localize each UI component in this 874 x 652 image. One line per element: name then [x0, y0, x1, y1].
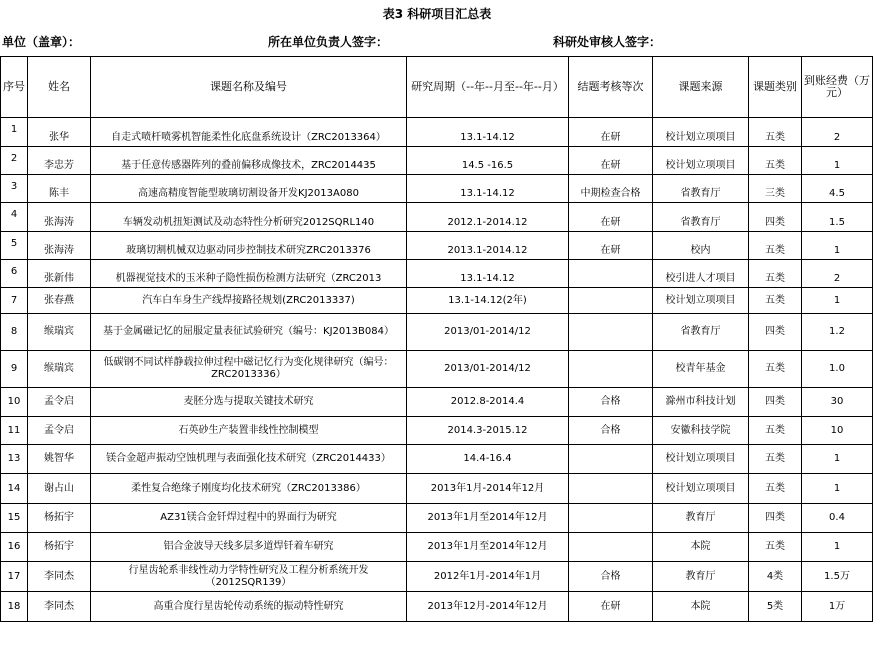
cell-title: 基于任意传感器阵列的叠前偏移成像技术，ZRC2014435	[91, 147, 407, 175]
cell-category: 四类	[749, 388, 802, 417]
cell-title: 机器视觉技术的玉米种子隐性损伤检测方法研究（ZRC2013	[91, 260, 407, 288]
cell-no: 18	[1, 592, 28, 622]
cell-result: 在研	[569, 232, 653, 260]
cell-name: 孟令启	[28, 417, 91, 445]
table-row	[1, 417, 873, 445]
cell-category: 五类	[749, 474, 802, 504]
cell-period: 13.1-14.12(2年)	[407, 288, 569, 314]
cell-category: 五类	[749, 445, 802, 474]
cell-no: 7	[1, 288, 28, 314]
column-header-category: 课题类别	[749, 57, 802, 118]
cell-result	[569, 533, 653, 562]
cell-title: 汽车白车身生产线焊接路径规划(ZRC2013337)	[91, 288, 407, 314]
cell-name: 张华	[28, 118, 91, 147]
cell-category: 五类	[749, 533, 802, 562]
table-row	[1, 260, 873, 288]
cell-source: 教育厅	[653, 504, 749, 533]
cell-title: 麦胚分选与提取关键技术研究	[91, 388, 407, 417]
cell-period: 2013年12月-2014年12月	[407, 592, 569, 622]
cell-title: 车辆发动机扭矩测试及动态特性分析研究2012SQRL140	[91, 203, 407, 232]
cell-period: 2013年1月至2014年12月	[407, 504, 569, 533]
table-header-row	[1, 57, 873, 118]
table-body	[1, 118, 873, 622]
cell-category: 五类	[749, 260, 802, 288]
cell-name: 李同杰	[28, 562, 91, 592]
cell-period: 2014.3-2015.12	[407, 417, 569, 445]
cell-source: 校青年基金	[653, 351, 749, 388]
cell-result: 在研	[569, 147, 653, 175]
column-header-result: 结题考核等次	[569, 57, 653, 118]
cell-source: 安徽科技学院	[653, 417, 749, 445]
cell-no: 14	[1, 474, 28, 504]
cell-result	[569, 260, 653, 288]
cell-name: 陈丰	[28, 175, 91, 203]
column-header-no: 序号	[1, 57, 28, 118]
table-row	[1, 504, 873, 533]
table-row	[1, 533, 873, 562]
cell-title: 低碳钢不同试样静载拉伸过程中磁记忆行为变化规律研究（编号：ZRC2013336）	[91, 351, 407, 388]
cell-category: 四类	[749, 203, 802, 232]
cell-funding: 1	[802, 533, 873, 562]
cell-no: 17	[1, 562, 28, 592]
cell-title: 基于金属磁记忆的屈服定量表征试验研究（编号：KJ2013B084）	[91, 314, 407, 351]
cell-category: 四类	[749, 314, 802, 351]
cell-funding: 1万	[802, 592, 873, 622]
cell-result	[569, 314, 653, 351]
cell-source: 校计划立项项目	[653, 147, 749, 175]
cell-title: 高速高精度智能型玻璃切割设备开发KJ2013A080	[91, 175, 407, 203]
cell-category: 4类	[749, 562, 802, 592]
cell-source: 省教育厅	[653, 203, 749, 232]
cell-source: 本院	[653, 533, 749, 562]
cell-name: 杨拓宇	[28, 533, 91, 562]
cell-source: 校计划立项项目	[653, 445, 749, 474]
column-header-title: 课题名称及编号	[91, 57, 407, 118]
cell-category: 四类	[749, 504, 802, 533]
cell-name: 张春燕	[28, 288, 91, 314]
cell-funding: 1.0	[802, 351, 873, 388]
cell-title: 柔性复合绝缘子刚度均化技术研究（ZRC2013386）	[91, 474, 407, 504]
table-row	[1, 288, 873, 314]
cell-period: 2013年1月至2014年12月	[407, 533, 569, 562]
cell-no: 5	[1, 232, 28, 260]
table-row	[1, 232, 873, 260]
cell-title: 石英砂生产装置非线性控制模型	[91, 417, 407, 445]
research-projects-table	[0, 56, 873, 622]
cell-result: 在研	[569, 118, 653, 147]
cell-period: 2012.1-2014.12	[407, 203, 569, 232]
cell-title: 玻璃切割机械双边驱动同步控制技术研究ZRC2013376	[91, 232, 407, 260]
cell-title: 行星齿轮系非线性动力学特性研究及工程分析系统开发（2012SQR139）	[91, 562, 407, 592]
cell-period: 13.1-14.12	[407, 175, 569, 203]
cell-source: 滁州市科技计划	[653, 388, 749, 417]
cell-funding: 2	[802, 260, 873, 288]
cell-name: 缑瑞宾	[28, 351, 91, 388]
cell-no: 8	[1, 314, 28, 351]
cell-source: 校引进人才项目	[653, 260, 749, 288]
cell-category: 五类	[749, 417, 802, 445]
cell-period: 13.1-14.12	[407, 260, 569, 288]
cell-funding: 30	[802, 388, 873, 417]
cell-funding: 1.5	[802, 203, 873, 232]
cell-category: 五类	[749, 288, 802, 314]
table-row	[1, 203, 873, 232]
cell-category: 五类	[749, 118, 802, 147]
cell-name: 张海涛	[28, 203, 91, 232]
cell-funding: 1.5万	[802, 562, 873, 592]
table-row	[1, 592, 873, 622]
cell-result: 合格	[569, 562, 653, 592]
cell-period: 13.1-14.12	[407, 118, 569, 147]
cell-period: 2013.1-2014.12	[407, 232, 569, 260]
cell-source: 校计划立项项目	[653, 288, 749, 314]
cell-funding: 4.5	[802, 175, 873, 203]
cell-category: 五类	[749, 351, 802, 388]
cell-period: 14.5 -16.5	[407, 147, 569, 175]
cell-no: 2	[1, 147, 28, 175]
cell-category: 五类	[749, 147, 802, 175]
cell-result: 合格	[569, 388, 653, 417]
cell-name: 谢占山	[28, 474, 91, 504]
cell-period: 2013/01-2014/12	[407, 351, 569, 388]
column-header-source: 课题来源	[653, 57, 749, 118]
cell-no: 15	[1, 504, 28, 533]
cell-source: 校内	[653, 232, 749, 260]
cell-period: 2012.8-2014.4	[407, 388, 569, 417]
table-row	[1, 351, 873, 388]
cell-funding: 0.4	[802, 504, 873, 533]
cell-no: 9	[1, 351, 28, 388]
cell-period: 14.4-16.4	[407, 445, 569, 474]
cell-no: 16	[1, 533, 28, 562]
table-row	[1, 388, 873, 417]
cell-source: 校计划立项项目	[653, 118, 749, 147]
cell-title: AZ31镁合金钎焊过程中的界面行为研究	[91, 504, 407, 533]
cell-result: 中期检查合格	[569, 175, 653, 203]
cell-source: 教育厅	[653, 562, 749, 592]
cell-result: 合格	[569, 417, 653, 445]
research-office-signature-label: 科研处审核人签字：	[553, 35, 662, 49]
column-header-funding: 到账经费（万元）	[802, 57, 873, 118]
column-header-name: 姓名	[28, 57, 91, 118]
cell-name: 姚智华	[28, 445, 91, 474]
unit-seal-label: 单位（盖章）：	[2, 35, 81, 49]
cell-no: 3	[1, 175, 28, 203]
cell-name: 张新伟	[28, 260, 91, 288]
cell-title: 镁合金超声振动空蚀机理与表面强化技术研究（ZRC2014433）	[91, 445, 407, 474]
cell-result: 在研	[569, 592, 653, 622]
cell-source: 省教育厅	[653, 175, 749, 203]
cell-no: 11	[1, 417, 28, 445]
cell-no: 6	[1, 260, 28, 288]
table-row	[1, 147, 873, 175]
cell-source: 省教育厅	[653, 314, 749, 351]
cell-funding: 1	[802, 147, 873, 175]
page-title: 表3 科研项目汇总表	[382, 7, 492, 21]
cell-source: 校计划立项项目	[653, 474, 749, 504]
cell-name: 李同杰	[28, 592, 91, 622]
cell-result	[569, 351, 653, 388]
cell-funding: 1	[802, 474, 873, 504]
cell-no: 1	[1, 118, 28, 147]
cell-name: 缑瑞宾	[28, 314, 91, 351]
table-row	[1, 474, 873, 504]
cell-result	[569, 445, 653, 474]
cell-name: 李忠芳	[28, 147, 91, 175]
cell-period: 2013年1月-2014年12月	[407, 474, 569, 504]
cell-source: 本院	[653, 592, 749, 622]
cell-no: 4	[1, 203, 28, 232]
cell-funding: 1	[802, 445, 873, 474]
cell-result: 在研	[569, 203, 653, 232]
cell-title: 自走式喷杆喷雾机智能柔性化底盘系统设计（ZRC2013364）	[91, 118, 407, 147]
cell-name: 张海涛	[28, 232, 91, 260]
cell-funding: 1	[802, 288, 873, 314]
cell-result	[569, 288, 653, 314]
cell-no: 10	[1, 388, 28, 417]
cell-result	[569, 504, 653, 533]
cell-funding: 1.2	[802, 314, 873, 351]
cell-category: 三类	[749, 175, 802, 203]
cell-title: 高重合度行星齿轮传动系统的振动特性研究	[91, 592, 407, 622]
cell-funding: 1	[802, 232, 873, 260]
cell-category: 五类	[749, 232, 802, 260]
table-row	[1, 118, 873, 147]
table-row	[1, 175, 873, 203]
cell-result	[569, 474, 653, 504]
cell-period: 2013/01-2014/12	[407, 314, 569, 351]
table-row	[1, 314, 873, 351]
unit-head-signature-label: 所在单位负责人签字：	[268, 35, 389, 49]
cell-title: 铝合金波导天线多层多道焊钎着车研究	[91, 533, 407, 562]
cell-category: 5类	[749, 592, 802, 622]
cell-name: 杨拓宇	[28, 504, 91, 533]
cell-period: 2012年1月-2014年1月	[407, 562, 569, 592]
table-row	[1, 445, 873, 474]
cell-name: 孟令启	[28, 388, 91, 417]
cell-no: 13	[1, 445, 28, 474]
cell-funding: 10	[802, 417, 873, 445]
table-row	[1, 562, 873, 592]
cell-funding: 2	[802, 118, 873, 147]
column-header-period: 研究周期（--年--月至--年--月）	[407, 57, 569, 118]
